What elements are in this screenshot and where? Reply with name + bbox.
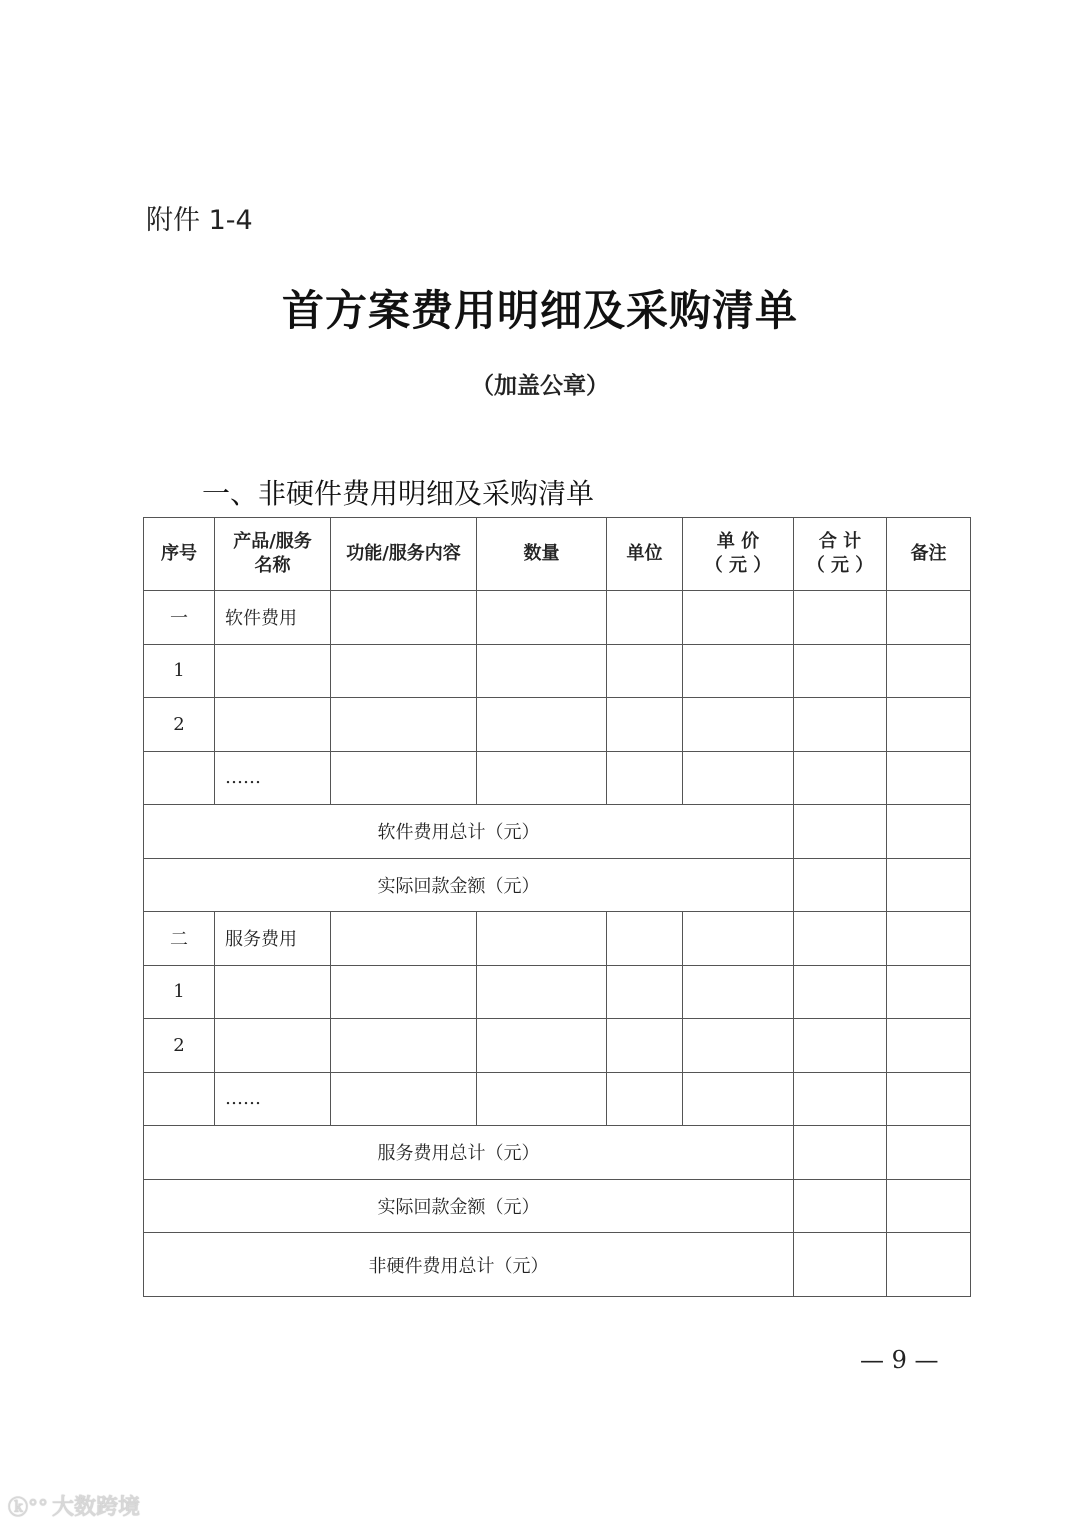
- header-function-content: 功能/服务内容: [331, 518, 477, 591]
- cell-software-subtotal-value[interactable]: [794, 805, 887, 859]
- table-row-service-subtotal: [144, 1126, 971, 1180]
- cell-unit-price[interactable]: [683, 591, 794, 645]
- cell-quantity[interactable]: [477, 912, 607, 966]
- weibo-eye-logo-icon: ⓚ°°: [8, 1495, 48, 1519]
- cell-unit-price[interactable]: [683, 965, 794, 1019]
- cell-total[interactable]: [794, 698, 887, 752]
- cell-service-subtotal-value[interactable]: [794, 1126, 887, 1180]
- header-quantity: 数量: [477, 518, 607, 591]
- cell-index: 1: [144, 965, 215, 1019]
- cell-name: ……: [215, 1072, 331, 1126]
- table-row-software-received: [144, 858, 971, 912]
- cell-total[interactable]: [794, 644, 887, 698]
- cell-index: [144, 751, 215, 805]
- cell-total[interactable]: [794, 912, 887, 966]
- cell-total[interactable]: [794, 1019, 887, 1073]
- table-row: [144, 1019, 971, 1073]
- cell-quantity[interactable]: [477, 644, 607, 698]
- cell-remarks[interactable]: [887, 1179, 971, 1233]
- cell-unit[interactable]: [607, 965, 683, 1019]
- cell-unit[interactable]: [607, 698, 683, 752]
- document-subtitle: （加盖公章）: [471, 372, 609, 399]
- cell-unit-price[interactable]: [683, 1019, 794, 1073]
- cell-service-received-value[interactable]: [794, 1179, 887, 1233]
- service-received-label: 实际回款金额（元）: [144, 1179, 794, 1233]
- cell-name[interactable]: [215, 965, 331, 1019]
- cell-unit[interactable]: [607, 1072, 683, 1126]
- software-subtotal-label: 软件费用总计（元）: [144, 805, 794, 859]
- cell-function[interactable]: [331, 751, 477, 805]
- cell-unit[interactable]: [607, 751, 683, 805]
- cell-function[interactable]: [331, 1072, 477, 1126]
- cell-remarks[interactable]: [887, 1019, 971, 1073]
- cell-function[interactable]: [331, 644, 477, 698]
- cell-grand-total-value[interactable]: [794, 1233, 887, 1297]
- cell-remarks[interactable]: [887, 1126, 971, 1180]
- cell-name[interactable]: [215, 644, 331, 698]
- cell-total[interactable]: [794, 751, 887, 805]
- cell-unit[interactable]: [607, 591, 683, 645]
- cell-total[interactable]: [794, 591, 887, 645]
- grand-total-label: 非硬件费用总计（元）: [144, 1233, 794, 1297]
- cell-quantity[interactable]: [477, 591, 607, 645]
- table-row-software-subtotal: [144, 805, 971, 859]
- cell-name[interactable]: [215, 698, 331, 752]
- cell-remarks[interactable]: [887, 858, 971, 912]
- cell-index: 一: [144, 591, 215, 645]
- table-row: [144, 698, 971, 752]
- header-product-name: 产品/服务 名称: [215, 518, 331, 591]
- header-remarks: 备注: [887, 518, 971, 591]
- table-row-service-category: [144, 912, 971, 966]
- cell-unit[interactable]: [607, 644, 683, 698]
- cell-remarks[interactable]: [887, 1233, 971, 1297]
- cell-function[interactable]: [331, 965, 477, 1019]
- page-number: — 9 —: [860, 1346, 939, 1374]
- cell-index: 1: [144, 644, 215, 698]
- cell-name: 软件费用: [215, 591, 331, 645]
- cell-remarks[interactable]: [887, 698, 971, 752]
- cell-remarks[interactable]: [887, 965, 971, 1019]
- cell-quantity[interactable]: [477, 965, 607, 1019]
- cell-function[interactable]: [331, 912, 477, 966]
- annex-label: 附件 1-4: [146, 205, 253, 236]
- service-subtotal-label: 服务费用总计（元）: [144, 1126, 794, 1180]
- cell-remarks[interactable]: [887, 751, 971, 805]
- cell-name: 服务费用: [215, 912, 331, 966]
- document-title: 首方案费用明细及采购清单: [281, 286, 798, 335]
- cell-index: 二: [144, 912, 215, 966]
- watermark-text: 大数跨境: [52, 1495, 141, 1520]
- table-row-service-received: [144, 1179, 971, 1233]
- cell-index: 2: [144, 698, 215, 752]
- cell-unit-price[interactable]: [683, 912, 794, 966]
- table-row-ellipsis: [144, 1072, 971, 1126]
- table-header-row: [144, 518, 971, 591]
- cell-remarks[interactable]: [887, 644, 971, 698]
- cell-remarks[interactable]: [887, 591, 971, 645]
- cell-unit[interactable]: [607, 912, 683, 966]
- table-row-software-category: [144, 591, 971, 645]
- table-row-ellipsis: [144, 751, 971, 805]
- header-unit-price: 单 价 （ 元 ）: [683, 518, 794, 591]
- cell-name: ……: [215, 751, 331, 805]
- cell-quantity[interactable]: [477, 751, 607, 805]
- cell-unit-price[interactable]: [683, 698, 794, 752]
- cell-total[interactable]: [794, 965, 887, 1019]
- header-unit: 单位: [607, 518, 683, 591]
- cell-function[interactable]: [331, 591, 477, 645]
- cell-unit-price[interactable]: [683, 1072, 794, 1126]
- cell-name[interactable]: [215, 1019, 331, 1073]
- cell-remarks[interactable]: [887, 912, 971, 966]
- cell-unit[interactable]: [607, 1019, 683, 1073]
- cell-quantity[interactable]: [477, 1019, 607, 1073]
- table-row: [144, 644, 971, 698]
- cell-unit-price[interactable]: [683, 751, 794, 805]
- header-index: 序号: [144, 518, 215, 591]
- cell-remarks[interactable]: [887, 1072, 971, 1126]
- cell-unit-price[interactable]: [683, 644, 794, 698]
- cell-quantity[interactable]: [477, 698, 607, 752]
- table-row: [144, 965, 971, 1019]
- header-total: 合 计 （ 元 ）: [794, 518, 887, 591]
- procurement-table: [143, 517, 971, 1297]
- cell-software-received-value[interactable]: [794, 858, 887, 912]
- cell-remarks[interactable]: [887, 805, 971, 859]
- software-received-label: 实际回款金额（元）: [144, 858, 794, 912]
- watermark: [8, 1490, 140, 1521]
- cell-function[interactable]: [331, 1019, 477, 1073]
- cell-quantity[interactable]: [477, 1072, 607, 1126]
- cell-index: 2: [144, 1019, 215, 1073]
- cell-index: [144, 1072, 215, 1126]
- table-row-grand-total: [144, 1233, 971, 1297]
- cell-function[interactable]: [331, 698, 477, 752]
- cell-total[interactable]: [794, 1072, 887, 1126]
- section-heading: 一、非硬件费用明细及采购清单: [202, 477, 595, 510]
